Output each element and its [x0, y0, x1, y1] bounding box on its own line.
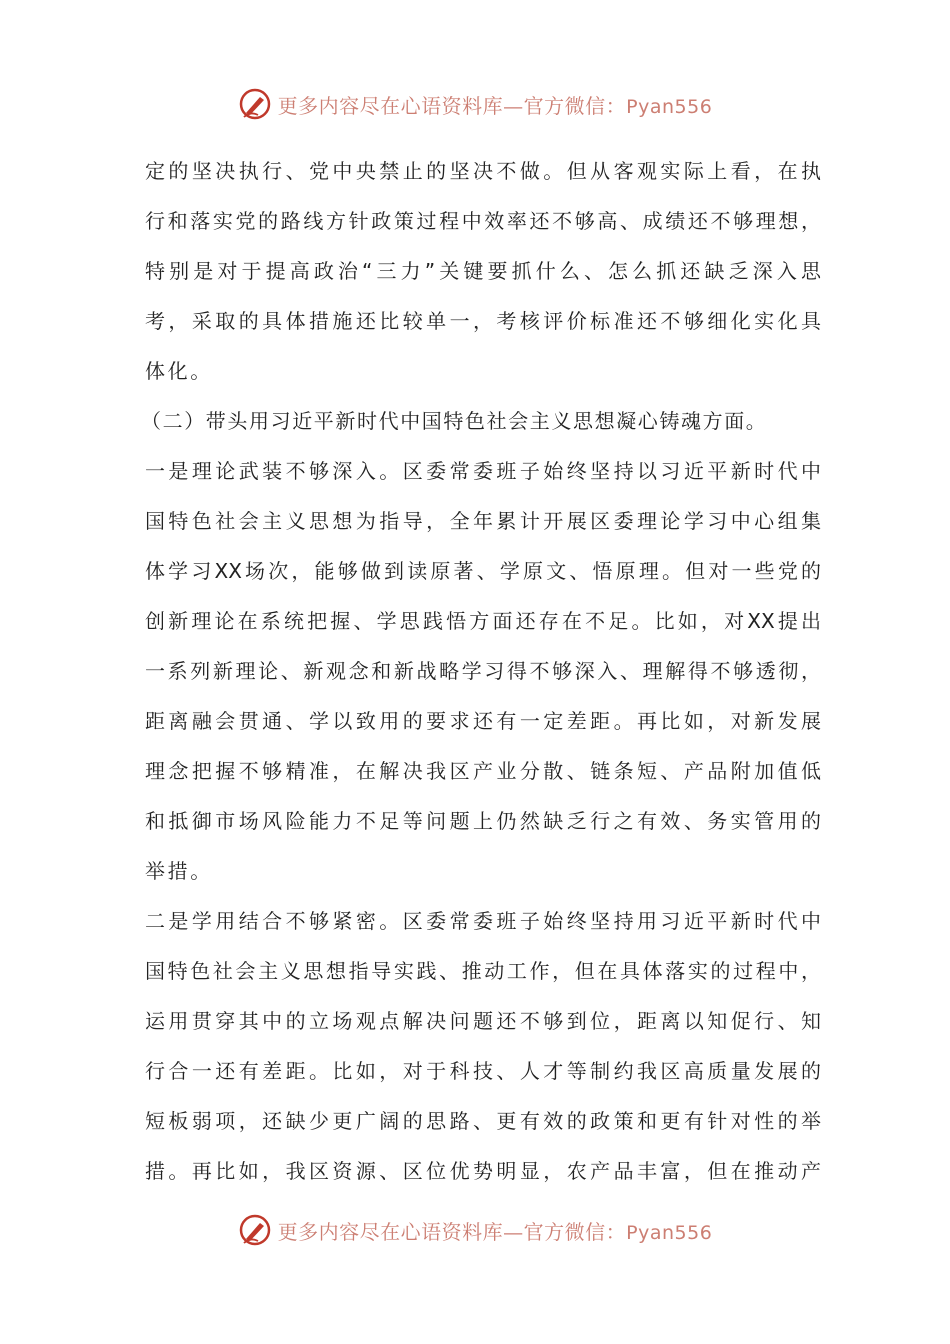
text-line: 举措。 [145, 859, 213, 883]
text-line: 行和落实党的路线方针政策过程中效率还不够高、成绩还不够理想， [145, 209, 821, 233]
pen-circle-icon [238, 1213, 272, 1247]
text-line: 运用贯穿其中的立场观点解决问题还不够到位，距离以知促行、知 [145, 1009, 821, 1033]
text-line: 国特色社会主义思想指导实践、推动工作，但在具体落实的过程中， [145, 959, 821, 983]
text-line: 定的坚决执行、党中央禁止的坚决不做。但从客观实际上看，在执 [145, 159, 821, 183]
footer-watermark [0, 1210, 950, 1250]
text-line: 二是学用结合不够紧密。区委常委班子始终坚持用习近平新时代中 [145, 909, 821, 933]
text-line: 一是理论武装不够深入。区委常委班子始终坚持以习近平新时代中 [145, 459, 821, 483]
text-line: 和抵御市场风险能力不足等问题上仍然缺乏行之有效、务实管用的 [145, 809, 821, 833]
section-heading: （二）带头用习近平新时代中国特色社会主义思想凝心铸魂方面。 [141, 409, 768, 433]
text-line: 理念把握不够精准，在解决我区产业分散、链条短、产品附加值低 [145, 759, 821, 783]
text-line: 距离融会贯通、学以致用的要求还有一定差距。再比如，对新发展 [145, 709, 821, 733]
text-line: 考，采取的具体措施还比较单一，考核评价标准还不够细化实化具 [145, 309, 821, 333]
pen-circle-icon [238, 87, 272, 121]
text-line: 特别是对于提高政治“三力”关键要抓什么、怎么抓还缺乏深入思 [145, 259, 821, 283]
document-body [141, 146, 821, 1196]
text-line: 体学习XX场次，能够做到读原著、学原文、悟原理。但对一些党的 [145, 559, 821, 583]
text-line: 短板弱项，还缺少更广阔的思路、更有效的政策和更有针对性的举 [145, 1109, 821, 1133]
text-line: 行合一还有差距。比如，对于科技、人才等制约我区高质量发展的 [145, 1059, 821, 1083]
header-watermark [0, 84, 950, 124]
text-line: 措。再比如，我区资源、区位优势明显，农产品丰富，但在推动产 [145, 1159, 821, 1183]
text-line: 体化。 [145, 359, 213, 383]
text-line: 一系列新理论、新观念和新战略学习得不够深入、理解得不够透彻， [145, 659, 821, 683]
text-line: 创新理论在系统把握、学思践悟方面还存在不足。比如，对XX提出 [145, 609, 821, 633]
text-line: 国特色社会主义思想为指导，全年累计开展区委理论学习中心组集 [145, 509, 821, 533]
watermark-text: 更多内容尽在心语资料库—官方微信：Pyan556 [277, 1219, 713, 1244]
watermark-text: 更多内容尽在心语资料库—官方微信：Pyan556 [277, 93, 713, 118]
